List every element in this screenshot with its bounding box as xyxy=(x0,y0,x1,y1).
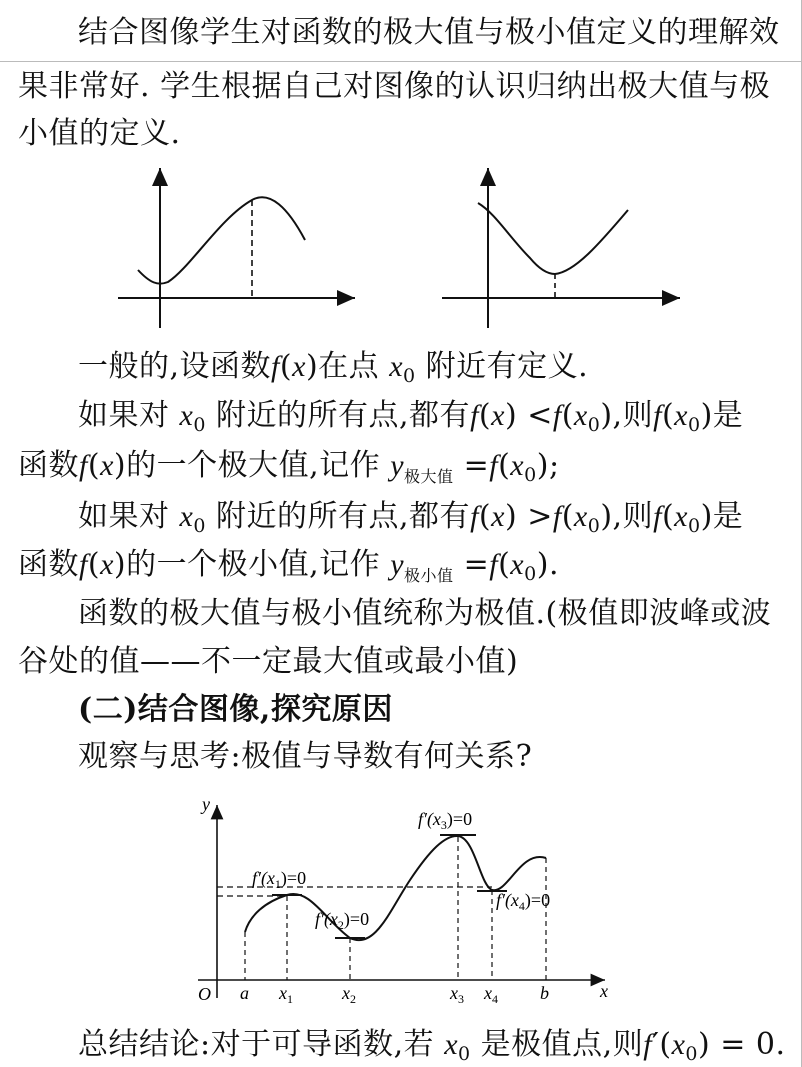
curve xyxy=(138,197,305,283)
conclusion-line: 总结结论:对于可导函数,若 $x_0$ 是极值点,则$f'(x_0) = 0$. xyxy=(78,1027,786,1065)
definition-min-line1: 如果对 $x_0$ 附近的所有点,都有$f(x) >f(x_0)$,则$f(x_0)$是 xyxy=(78,499,744,537)
para1-line3: 小值的定义. xyxy=(18,116,181,151)
tick-x4: $x_4$ xyxy=(484,983,498,1006)
section-heading: (二)结合图像,探究原因 xyxy=(78,692,393,727)
label-fx1: $f'(x_1)=0$ xyxy=(252,868,307,891)
definition-max-line2: 函数f(x)的一个极大值,记作 $y_{极大值} =f(x_0)$; xyxy=(18,448,560,486)
tick-b: b xyxy=(540,983,549,1003)
y-axis-label: y xyxy=(202,794,210,814)
graph-local-minimum xyxy=(440,158,690,333)
para-extreme-line1: 函数的极大值与极小值统称为极值.(极值即波峰或波 xyxy=(78,596,772,631)
question-text: 观察与思考:极值与导数有何关系? xyxy=(78,739,533,774)
tick-x3: $x_3$ xyxy=(450,983,464,1006)
origin-label: O xyxy=(198,984,211,1004)
curve xyxy=(478,203,628,274)
function-curve xyxy=(245,836,546,940)
label-fx2: $f'(x_2)=0$ xyxy=(315,909,370,932)
divider xyxy=(0,61,802,62)
tick-a: a xyxy=(240,983,249,1003)
graph-local-maximum xyxy=(110,158,370,333)
para1-line1: 结合图像学生对函数的极大值与极小值定义的理解效 xyxy=(78,15,780,50)
para-extreme-line2: 谷处的值——不一定最大值或最小值) xyxy=(18,644,519,679)
para1-line2: 果非常好. 学生根据自己对图像的认识归纳出极大值与极 xyxy=(18,69,771,104)
x-axis-label: x xyxy=(600,981,608,1001)
tick-x1: $x_1$ xyxy=(279,983,293,1006)
definition-min-line2: 函数f(x)的一个极小值,记作 $y_{极小值} =f(x_0)$. xyxy=(18,547,559,585)
definition-max-line1: 如果对 $x_0$ 附近的所有点,都有$f(x) <f(x_0)$,则$f(x_0)$是 xyxy=(78,398,744,436)
tick-x2: $x_2$ xyxy=(342,983,356,1006)
derivative-figure xyxy=(190,790,630,1010)
definition-intro: 一般的,设函数f(x)在点 $x_0$ 附近有定义. xyxy=(78,349,589,387)
label-fx3: $f'(x_3)=0$ xyxy=(418,809,473,832)
label-fx4: $f'(x_4)=0$ xyxy=(496,890,551,913)
